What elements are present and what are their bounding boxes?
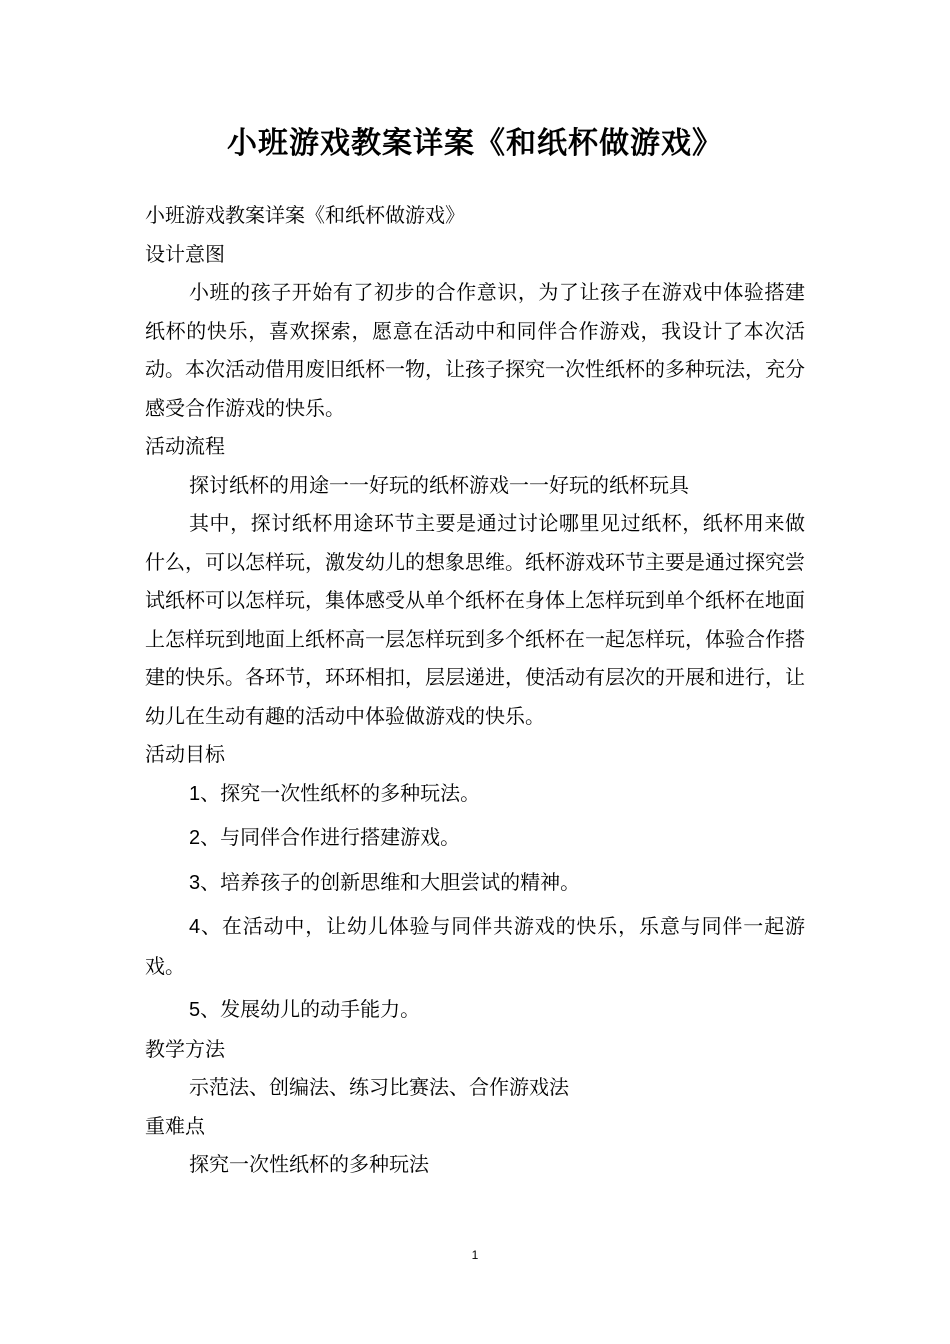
- goal-item-5: [145, 990, 805, 1030]
- goal-text: 、在活动中，让幼儿体验与同伴共游戏的快乐，乐意与同伴一起游戏。: [145, 914, 805, 978]
- goal-item-3: [145, 863, 805, 903]
- flow-heading: 活动流程: [145, 434, 225, 458]
- goal-number: 4: [189, 916, 201, 938]
- methods-paragraph: 示范法、创编法、练习比赛法、合作游戏法: [189, 1075, 569, 1099]
- key-points-heading: 重难点: [145, 1113, 205, 1138]
- goal-text: 、发展幼儿的动手能力。: [200, 997, 421, 1021]
- design-paragraph: 小班的孩子开始有了初步的合作意识，为了让孩子在游戏中体验搭建纸杯的快乐，喜欢探索，愿意在活动中和同伴合作游戏，我设计了本次活动。本次活动借用废旧纸杯一物，让孩子探究一次性纸杯的多种玩法，充分感受合作游戏的快乐。: [145, 280, 805, 420]
- goal-text: 、培养孩子的创新思维和大胆尝试的精神。: [200, 869, 581, 894]
- goals-heading: 活动目标: [145, 742, 225, 766]
- flow-paragraph: 其中，探讨纸杯用途环节主要是通过讨论哪里见过纸杯，纸杯用来做什么，可以怎样玩，激发幼儿的想象思维。纸杯游戏环节主要是通过探究尝试纸杯可以怎样玩，集体感受从单个纸杯在身体上怎样玩到单个纸杯在地面上怎样玩到地面上纸杯高一层怎样玩到多个纸杯在一起怎样玩，体验合作搭建的快乐。各环节，环环相扣，层层递进，使活动有层次的开展和进行，让幼儿在生动有趣的活动中体验做游戏的快乐。: [145, 511, 805, 728]
- goal-item-2: [145, 818, 805, 858]
- design-heading: 设计意图: [145, 241, 225, 266]
- goal-item-4: [145, 907, 805, 985]
- goal-text: 、探究一次性纸杯的多种玩法。: [200, 780, 481, 805]
- flow-summary: 探讨纸杯的用途一一好玩的纸杯游戏一一好玩的纸杯玩具: [189, 472, 689, 497]
- methods-heading: 教学方法: [145, 1036, 225, 1061]
- goal-number: 3: [189, 871, 201, 894]
- goal-number: 5: [189, 999, 201, 1021]
- document-title: 小班游戏教案详案《和纸杯做游戏》: [227, 126, 723, 161]
- document-subtitle: 小班游戏教案详案《和纸杯做游戏》: [145, 203, 465, 227]
- document-body: [145, 196, 805, 1184]
- key-points-paragraph: 探究一次性纸杯的多种玩法: [189, 1152, 429, 1176]
- goal-number: 1: [189, 782, 201, 805]
- goal-text: 、与同伴合作进行搭建游戏。: [200, 825, 461, 849]
- goal-item-1: [145, 774, 805, 814]
- page-number: 1: [471, 1248, 479, 1262]
- goal-number: 2: [189, 827, 201, 849]
